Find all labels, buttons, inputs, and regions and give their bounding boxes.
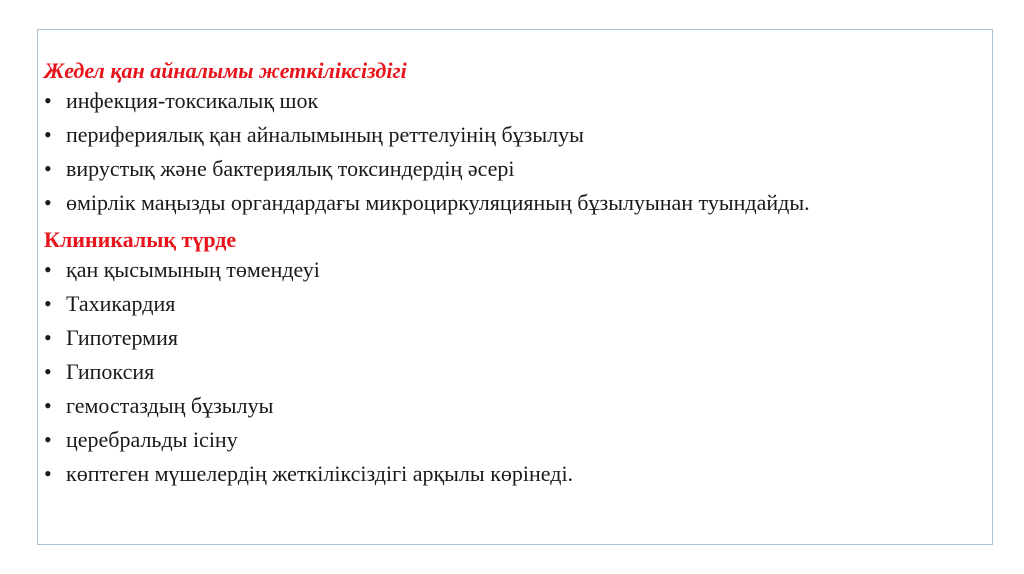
list-item-text: Гипотермия xyxy=(66,325,178,350)
bullet-icon: • xyxy=(44,291,52,316)
bullet-icon: • xyxy=(44,122,52,147)
list-item xyxy=(44,394,944,418)
clinical-signs-list xyxy=(44,258,944,486)
list-item-text: гемостаздың бұзылуы xyxy=(66,393,274,418)
list-item-text: вирустық және бактериялық токсиндердің әсері xyxy=(66,156,515,181)
list-item xyxy=(44,191,944,215)
bullet-icon: • xyxy=(44,190,52,215)
section-heading-acute-circulatory-failure: Жедел қан айналымы жеткіліксіздігі xyxy=(44,58,407,83)
list-item xyxy=(44,123,944,147)
list-item xyxy=(44,292,944,316)
list-item-text: өмірлік маңызды органдардағы микроциркуляцияның бұзылуынан туындайды. xyxy=(66,190,810,215)
list-item xyxy=(44,258,944,282)
list-item xyxy=(44,326,944,350)
list-item-text: перифериялық қан айналымының реттелуінің бұзылуы xyxy=(66,122,584,147)
list-item-text: инфекция-токсикалық шок xyxy=(66,88,319,113)
list-item xyxy=(44,89,944,113)
list-item-text: қан қысымының төмендеуі xyxy=(66,257,320,282)
list-item-text: Гипоксия xyxy=(66,359,155,384)
list-item-text: көптеген мүшелердің жеткіліксіздігі арқылы көрінеді. xyxy=(66,461,574,486)
bullet-icon: • xyxy=(44,325,52,350)
causes-list xyxy=(44,89,944,215)
list-item xyxy=(44,157,944,181)
bullet-icon: • xyxy=(44,88,52,113)
section-heading-clinical: Клиникалық түрде xyxy=(44,227,237,252)
bullet-icon: • xyxy=(44,461,52,486)
bullet-icon: • xyxy=(44,156,52,181)
bullet-icon: • xyxy=(44,359,52,384)
bullet-icon: • xyxy=(44,257,52,282)
list-item xyxy=(44,428,944,452)
bullet-icon: • xyxy=(44,427,52,452)
bullet-icon: • xyxy=(44,393,52,418)
list-item xyxy=(44,462,944,486)
list-item xyxy=(44,360,944,384)
list-item-text: Тахикардия xyxy=(66,291,176,316)
slide-content xyxy=(44,56,944,496)
list-item-text: церебральды ісіну xyxy=(66,427,238,452)
